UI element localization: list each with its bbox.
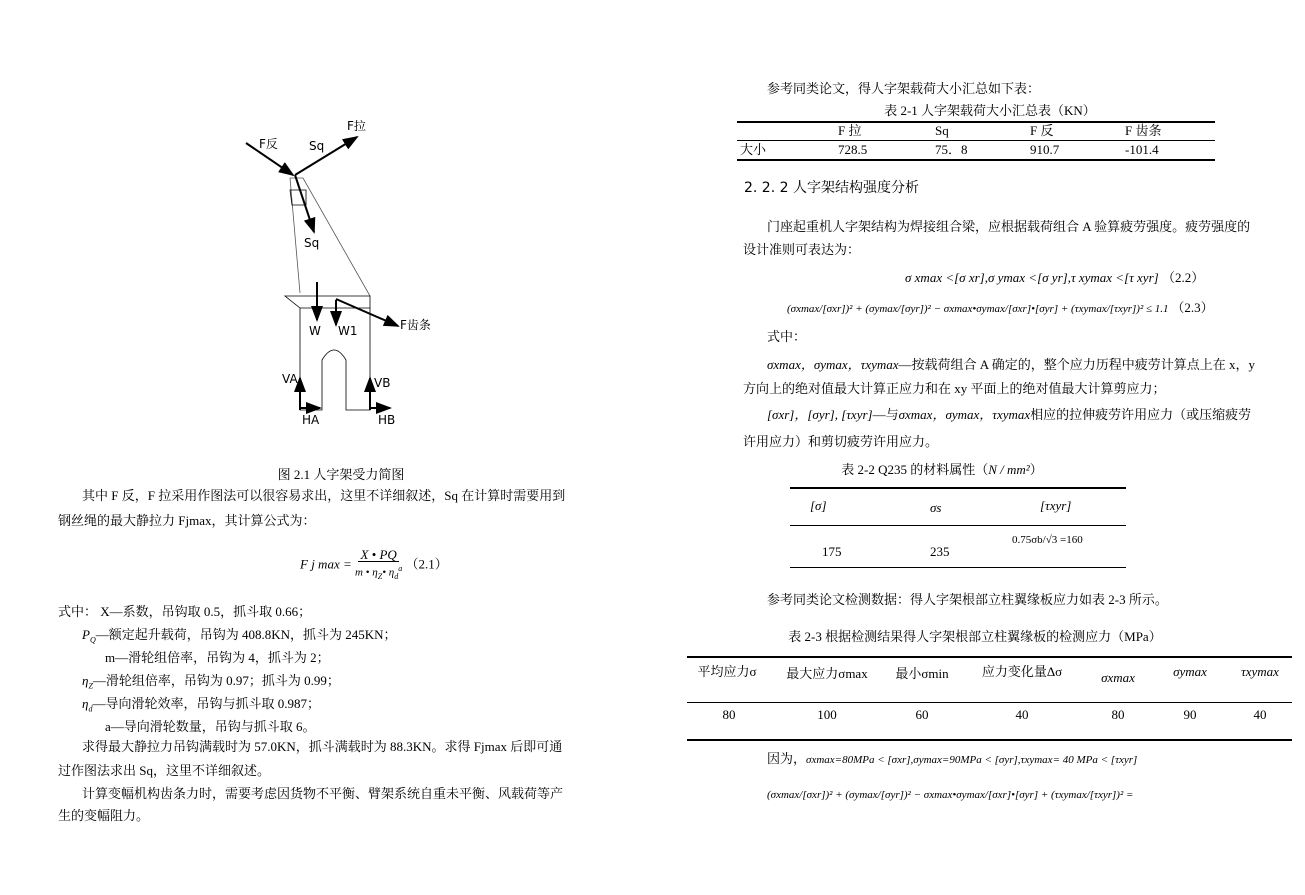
table3-cell: 60 (915, 707, 929, 722)
table3-cell: 40 (1253, 707, 1267, 722)
because-line (767, 751, 1137, 768)
left-para1-line2: 钢丝绳的最大静拉力 Fjmax，其计算公式为： (58, 513, 316, 528)
eq21-den-a: a (398, 564, 403, 573)
def2-symbols2: σxmax，σymax，τxymax (898, 407, 1031, 422)
def2-line2: 许用应力）和剪切疲劳许用应力。 (743, 434, 939, 449)
table1-cell: 大小 (740, 142, 767, 157)
left-para1-line1: 其中 F 反，F 拉采用作图法可以很容易求出，这里不详细叙述，Sq 在计算时需要用到 (82, 488, 566, 503)
label-ha: HA (302, 413, 320, 427)
table1-cell: 75．8 (935, 142, 968, 157)
eq23-text: (σxmax/[σxr])² + (σymax/[σyr])² − σxmax•σymax/[σxr]•[σyr] + (τxymax/[τxyr])² ≤ 1.1 (787, 303, 1169, 315)
table1-cell: 910.7 (1030, 142, 1060, 157)
table2-cell: 235 (930, 544, 950, 559)
table3-header: 应力变化量Δσ (981, 664, 1063, 679)
eq21-den-z: Z (377, 571, 383, 581)
sym-eta: η (82, 673, 89, 688)
eq21-lhs: F j max = (300, 556, 352, 572)
table2-header: σs (930, 500, 942, 515)
where-pq-text: —额定起升载荷，吊钩为 408.8KN，抓斗为 245KN； (95, 627, 397, 642)
table3-cell: 40 (1015, 707, 1029, 722)
table3-header: 平均应力σ (697, 664, 757, 679)
table1-header: Sq (935, 123, 949, 138)
section-heading: 2. 2. 2 人字架结构强度分析 (744, 180, 919, 196)
eq22-text: σ xmax <[σ xr],σ ymax <[σ yr],τ xymax <[τ xyr] (905, 270, 1159, 285)
table3-caption: 表 2-3 根据检测结果得人字架根部立柱翼缘板的检测应力（MPa） (788, 629, 1162, 644)
table1-header: F 齿条 (1125, 123, 1162, 138)
sq-down-arrow (295, 175, 314, 232)
table1-cell: 728.5 (838, 142, 868, 157)
table3-cell: 100 (817, 707, 837, 722)
table3-header: τxymax (1241, 664, 1279, 679)
def2-line1 (767, 407, 1251, 423)
label-f-la: F拉 (347, 119, 366, 133)
table3-header: σymax (1173, 664, 1207, 679)
def2-symbols: [σxr]，[σyr], [τxyr] (767, 407, 873, 422)
eq21-numerator: X • PQ (360, 547, 397, 562)
because-label: 因为， (767, 751, 807, 766)
def2-text: 相应的拉伸疲劳许用应力（或压缩疲劳 (1030, 407, 1252, 422)
def1-line1 (767, 357, 1255, 373)
f-la-arrow (295, 137, 357, 175)
sym-pq-sub: Q (89, 635, 96, 645)
because-equation: σxmax=80MPa < [σxr],σymax=90MPa < [σyr],τxymax= 40 MPa < [τxyr] (806, 754, 1138, 766)
equation-2-3 (787, 300, 1214, 317)
eq21-number: （2.1） (405, 556, 448, 572)
eq21-den-mid: • η (382, 566, 395, 579)
table2-header: [τxyr] (1040, 498, 1072, 513)
where-etaz (82, 673, 340, 695)
table3-header: 最大应力σmax (786, 666, 868, 681)
force-diagram (0, 0, 660, 460)
table1-caption: 表 2-1 人字架载荷大小汇总表（KN） (884, 103, 1096, 118)
table2-cell: 175 (822, 544, 842, 559)
table2-caption-end: ） (1029, 462, 1043, 477)
where-a: a—导向滑轮数量，吊钩与抓斗取 6。 (105, 719, 316, 734)
label-f-fan: F反 (259, 137, 278, 151)
left-para2-line2: 过作图法求出 Sq，这里不详细叙述。 (58, 763, 270, 778)
table2-caption (841, 462, 1042, 478)
right-para1-line1: 门座起重机人字架结构为焊接组合梁，应根据载荷组合 A 验算疲劳强度。疲劳强度的 (767, 219, 1251, 234)
label-sq-top: Sq (309, 139, 325, 153)
right-para2: 参考同类论文检测数据：得人字架根部立柱翼缘板应力如表 2-3 所示。 (767, 592, 1168, 607)
platform (285, 296, 370, 308)
sym-d: d (88, 704, 93, 714)
where-etad (82, 696, 320, 718)
def2-mid: —与 (872, 407, 899, 422)
sym-eta: η (82, 696, 89, 711)
def1-symbols: σxmax，σymax，τxymax (767, 357, 899, 372)
label-vb: VB (374, 376, 391, 390)
where-pq (82, 627, 397, 649)
table1-cell: -101.4 (1125, 142, 1159, 157)
eq21-den: m • η (354, 566, 378, 579)
table2-header: [σ] (810, 498, 827, 513)
sym-z: Z (88, 681, 93, 691)
final-equation: (σxmax/[σxr])² + (σymax/[σyr])² − σxmax•σymax/[σxr]•[σyr] + (τxymax/[τxyr])² = (767, 789, 1134, 801)
figure-caption: 图 2.1 人字架受力简图 (277, 467, 405, 482)
label-w: W (309, 324, 321, 338)
label-f-chitiao: F齿条 (400, 318, 431, 332)
left-para3-line2: 生的变幅阻力。 (58, 808, 150, 823)
table3-cell: 80 (722, 707, 736, 722)
equation-2-2 (905, 270, 1204, 286)
table1-header: F 反 (1030, 123, 1054, 138)
table1-header: F 拉 (838, 123, 862, 138)
label-w1: W1 (338, 324, 358, 338)
table3-cell: 90 (1183, 707, 1197, 722)
shizhong-label: 式中： (767, 329, 807, 344)
left-para3-line1: 计算变幅机构齿条力时，需要考虑因货物不平衡、臂架系统自重未平衡、风载荷等产 (82, 786, 564, 801)
table3-cell: 80 (1111, 707, 1125, 722)
label-sq-down: Sq (304, 236, 320, 250)
left-para2-line1: 求得最大静拉力吊钩满载时为 57.0KN，抓斗满载时为 88.3KN。求得 Fjmax 后即可通 (82, 739, 563, 754)
table3-header: σxmax (1101, 670, 1135, 685)
f-chitiao-arrow (336, 299, 398, 326)
where-m: m—滑轮组倍率，吊钩为 4，抓斗为 2； (105, 650, 330, 665)
table2-caption-text: 表 2-2 Q235 的材料属性（ (841, 462, 989, 477)
def1-text: —按载荷组合 A 确定的，整个应力历程中疲劳计算点上在 x，y (898, 357, 1255, 372)
table3-header: 最小σmin (895, 666, 949, 681)
where-etaz-text: —滑轮组倍率，吊钩为 0.97；抓斗为 0.99； (92, 673, 340, 688)
eq21-den-d: d (394, 571, 399, 581)
equation-2-1 (300, 548, 448, 583)
right-intro: 参考同类论文，得人字架载荷大小汇总如下表： (767, 81, 1041, 96)
right-para1-line2: 设计准则可表达为： (743, 242, 861, 257)
table2-unit: N / mm² (988, 462, 1030, 477)
def1-line2: 方向上的绝对值最大计算正应力和在 xy 平面上的绝对值最大计算剪应力； (743, 381, 1166, 396)
where-etad-text: —导向滑轮效率，吊钩与抓斗取 0.987； (92, 696, 320, 711)
where-x: 式中： X—系数，吊钩取 0.5，抓斗取 0.66； (58, 604, 312, 619)
table2-cell: 0.75σb/√3 =160 (1012, 534, 1083, 546)
label-hb: HB (378, 413, 396, 427)
label-va: VA (282, 372, 298, 386)
sym-pq: P (82, 627, 90, 642)
eq22-number: （2.2） (1161, 270, 1205, 285)
eq23-number: （2.3） (1171, 300, 1214, 315)
